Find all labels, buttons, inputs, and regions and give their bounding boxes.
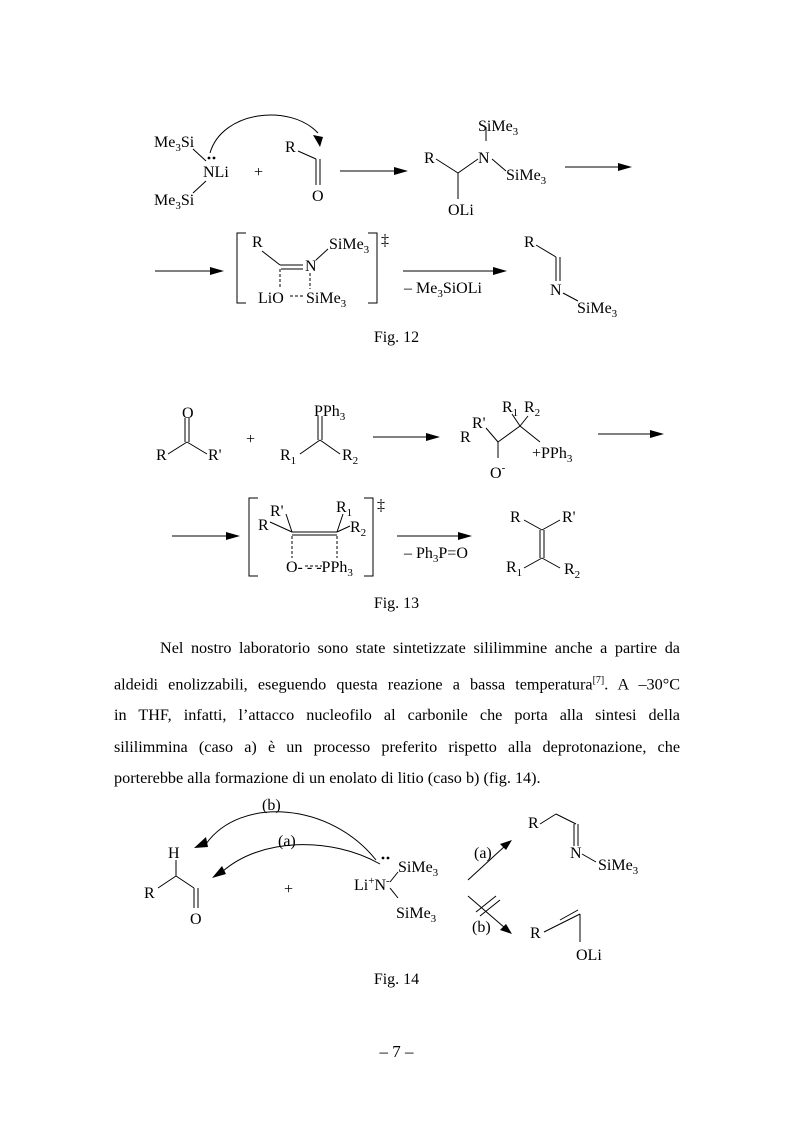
curved-arrow-icon: [210, 115, 318, 153]
ketone-r-prime: R': [208, 447, 222, 464]
plus-sign-14: +: [284, 881, 294, 898]
double-dagger: ‡: [381, 232, 389, 249]
figure-12-scheme: [0, 105, 793, 435]
elimination-label: – $Me_3SiOLi$: [404, 280, 482, 300]
int-oli: OLi: [448, 202, 474, 219]
enolate-r: R: [530, 925, 541, 942]
plus-sign-13: +: [246, 431, 256, 448]
ketone-r: R: [156, 447, 167, 464]
int-sime3-top: SiMe$_3$: [478, 118, 519, 138]
alkene-r: R: [510, 509, 521, 526]
lone-pair-dot: [387, 857, 390, 860]
li-plus-n-minus: Li+N-: [354, 875, 390, 894]
alkene-r1: $R_1$: [506, 559, 523, 579]
aldehyde-r: R: [144, 885, 155, 902]
me3si-bottom: $Me_3Si$: [154, 192, 195, 212]
betaine-pph3: +PPh$_3$: [532, 445, 573, 465]
aldehyde-h: H: [168, 845, 180, 862]
lone-pair-dot: [382, 857, 385, 860]
figure-13-caption: Fig. 13: [373, 595, 420, 612]
double-dagger-13: ‡: [377, 497, 385, 514]
imine-r: R: [528, 815, 539, 832]
int-sime3-right: SiMe$_3$: [506, 167, 547, 187]
plus-sign: +: [254, 164, 264, 181]
ts-n: N: [305, 258, 317, 275]
body-paragraph: [114, 633, 680, 795]
figure-12-caption: Fig. 12: [373, 329, 420, 346]
betaine-r2: $R_2$: [524, 399, 541, 419]
figure-14-scheme: [0, 792, 793, 972]
ts-lio: LiO: [258, 290, 284, 307]
amide-sime3-bottom: SiMe$_3$: [396, 905, 437, 925]
enolate-oli: OLi: [576, 947, 602, 964]
alkene-r2: $R_2$: [564, 561, 581, 581]
paragraph-line-5: porterebbe alla formazione di un enolato di litio (caso b) (fig. 14).: [114, 769, 541, 788]
ylide-r1: $R_1$: [280, 447, 297, 467]
ts-r: R: [252, 234, 263, 251]
ts-o-p: O- - -PPh$_3$: [286, 559, 353, 579]
label-a-out: (a): [474, 845, 492, 862]
paragraph-line-4: sililimmina (caso a) è un processo preferito rispetto alla deprotonazione, che: [114, 737, 680, 756]
int-n: N: [478, 150, 490, 167]
betaine-r-prime: R': [472, 415, 486, 432]
imine-n: N: [570, 845, 582, 862]
betaine-r1: $R_1$: [502, 399, 519, 419]
betaine-o-minus: O-: [490, 462, 506, 482]
figure-13-scheme: [0, 398, 793, 598]
lone-pair-dot: [208, 157, 211, 160]
ts-sime3-bottom: SiMe$_3$: [306, 290, 347, 310]
ts-sime3-top: SiMe$_3$: [329, 236, 370, 256]
prod-sime3: SiMe$_3$: [577, 300, 618, 320]
figure-14-caption: Fig. 14: [373, 971, 420, 988]
label-a-curved: (a): [278, 833, 296, 850]
betaine-r: R: [460, 429, 471, 446]
label-b-out: (b): [472, 919, 491, 936]
label-b-curved: (b): [262, 797, 281, 814]
ts-r1-13: $R_1$: [336, 499, 353, 519]
paragraph-line-3: in THF, infatti, l’attacco nucleofilo al carbonile che porta alla sintesi della: [114, 706, 680, 725]
ts-r-prime: R': [270, 503, 284, 520]
me3si-top: $Me_3Si$: [154, 134, 195, 154]
paragraph-line-2: aldeidi enolizzabili, eseguendo questa reazione a bassa temperatura[7]. A –30°C: [114, 674, 680, 693]
lone-pair-dot: [213, 157, 216, 160]
amide-sime3-top: SiMe$_3$: [398, 859, 439, 879]
ts-r2-13: $R_2$: [350, 519, 367, 539]
aldehyde-o: O: [190, 911, 202, 928]
int-r: R: [424, 150, 435, 167]
citation-ref: [7]: [592, 674, 605, 686]
page-number: – 7 –: [379, 1042, 414, 1061]
ketone-o: O: [182, 405, 194, 422]
ylide-r2: $R_2$: [342, 447, 359, 467]
carbonyl-r: R: [285, 139, 296, 156]
ylide-pph3: PPh$_3$: [314, 403, 346, 423]
n-li-label: NLi: [203, 164, 229, 181]
paragraph-line-1: Nel nostro laboratorio sono state sintetizzate sililimmine anche a partire da: [160, 639, 680, 657]
alkene-r-prime: R': [562, 509, 576, 526]
prod-n: N: [550, 282, 562, 299]
elimination-label-13: – $Ph_3P=O$: [404, 545, 468, 565]
prod-r: R: [524, 234, 535, 251]
ts-r-13: R: [258, 517, 269, 534]
carbonyl-o: O: [312, 188, 324, 205]
imine-sime3: SiMe$_3$: [598, 857, 639, 877]
